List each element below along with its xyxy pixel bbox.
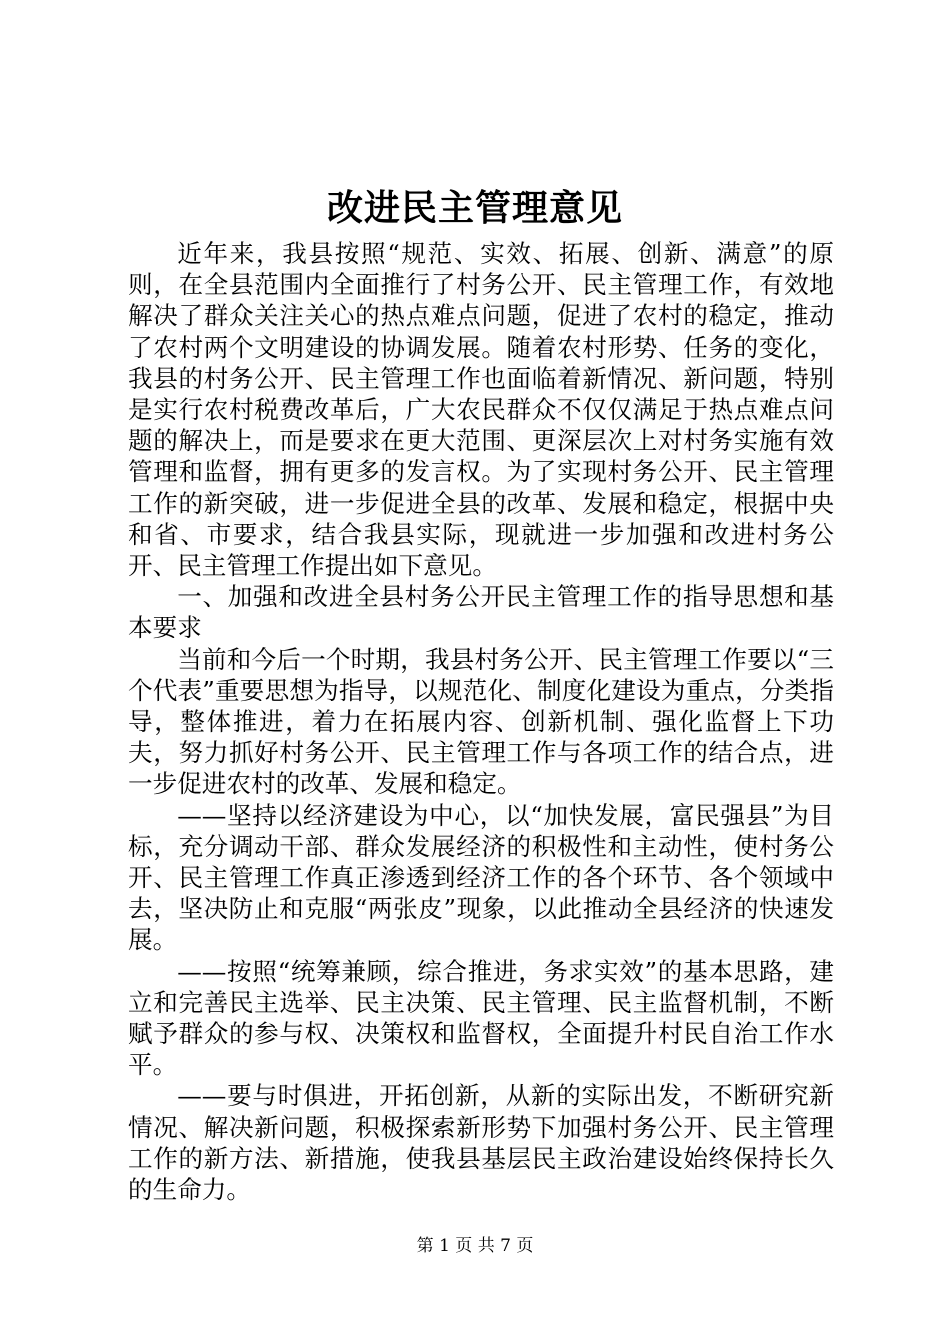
paragraph-economic-center: ——坚持以经济建设为中心，以“加快发展，富民强县”为目标，充分调动干部、群众发展经济的积极性和主动性，使村务公开、民主管理工作真正渗透到经济工作的各个环节、各个领域中去，坚决防止和克服“两张皮”现象，以此推动全县经济的快速发展。 — [128, 800, 834, 955]
document-title: 改进民主管理意见 — [326, 187, 623, 229]
paragraph-intro: 近年来，我县按照“规范、实效、拓展、创新、满意”的原则，在全县范围内全面推行了村务公开、民主管理工作，有效地解决了群众关注关心的热点难点问题，促进了农村的稳定，推动了农村两个文明建设的协调发展。随着农村形势、任务的变化，我县的村务公开、民主管理工作也面临着新情况、新问题，特别是实行农村税费改革后，广大农民群众不仅仅满足于热点难点问题的解决上，而是要求在更大范围、更深层次上对村务实施有效管理和监督，拥有更多的发言权。为了实现村务公开、民主管理工作的新突破，进一步促进全县的改革、发展和稳定，根据中央和省、市要求，结合我县实际，现就进一步加强和改进村务公开、民主管理工作提出如下意见。 — [128, 239, 834, 581]
document-body — [128, 238, 834, 1205]
paragraph-guiding-thought: 当前和今后一个时期，我县村务公开、民主管理工作要以“三个代表”重要思想为指导，以规范化、制度化建设为重点，分类指导，整体推进，着力在拓展内容、创新机制、强化监督上下功夫，努力抓好村务公开、民主管理工作与各项工作的结合点，进一步促进农村的改革、发展和稳定。 — [128, 644, 834, 799]
paragraph-overall-plan: ——按照“统筹兼顾，综合推进，务求实效”的基本思路，建立和完善民主选举、民主决策、民主管理、民主监督机制，不断赋予群众的参与权、决策权和监督权，全面提升村民自治工作水平。 — [128, 956, 834, 1080]
paragraph-innovation: ——要与时俱进，开拓创新，从新的实际出发，不断研究新情况、解决新问题，积极探索新形势下加强村务公开、民主管理工作的新方法、新措施，使我县基层民主政治建设始终保持长久的生命力。 — [128, 1081, 834, 1205]
section-heading-1: 一、加强和改进全县村务公开民主管理工作的指导思想和基本要求 — [128, 582, 834, 643]
page-number-footer: 第 1 页 共 7 页 — [416, 1236, 534, 1256]
